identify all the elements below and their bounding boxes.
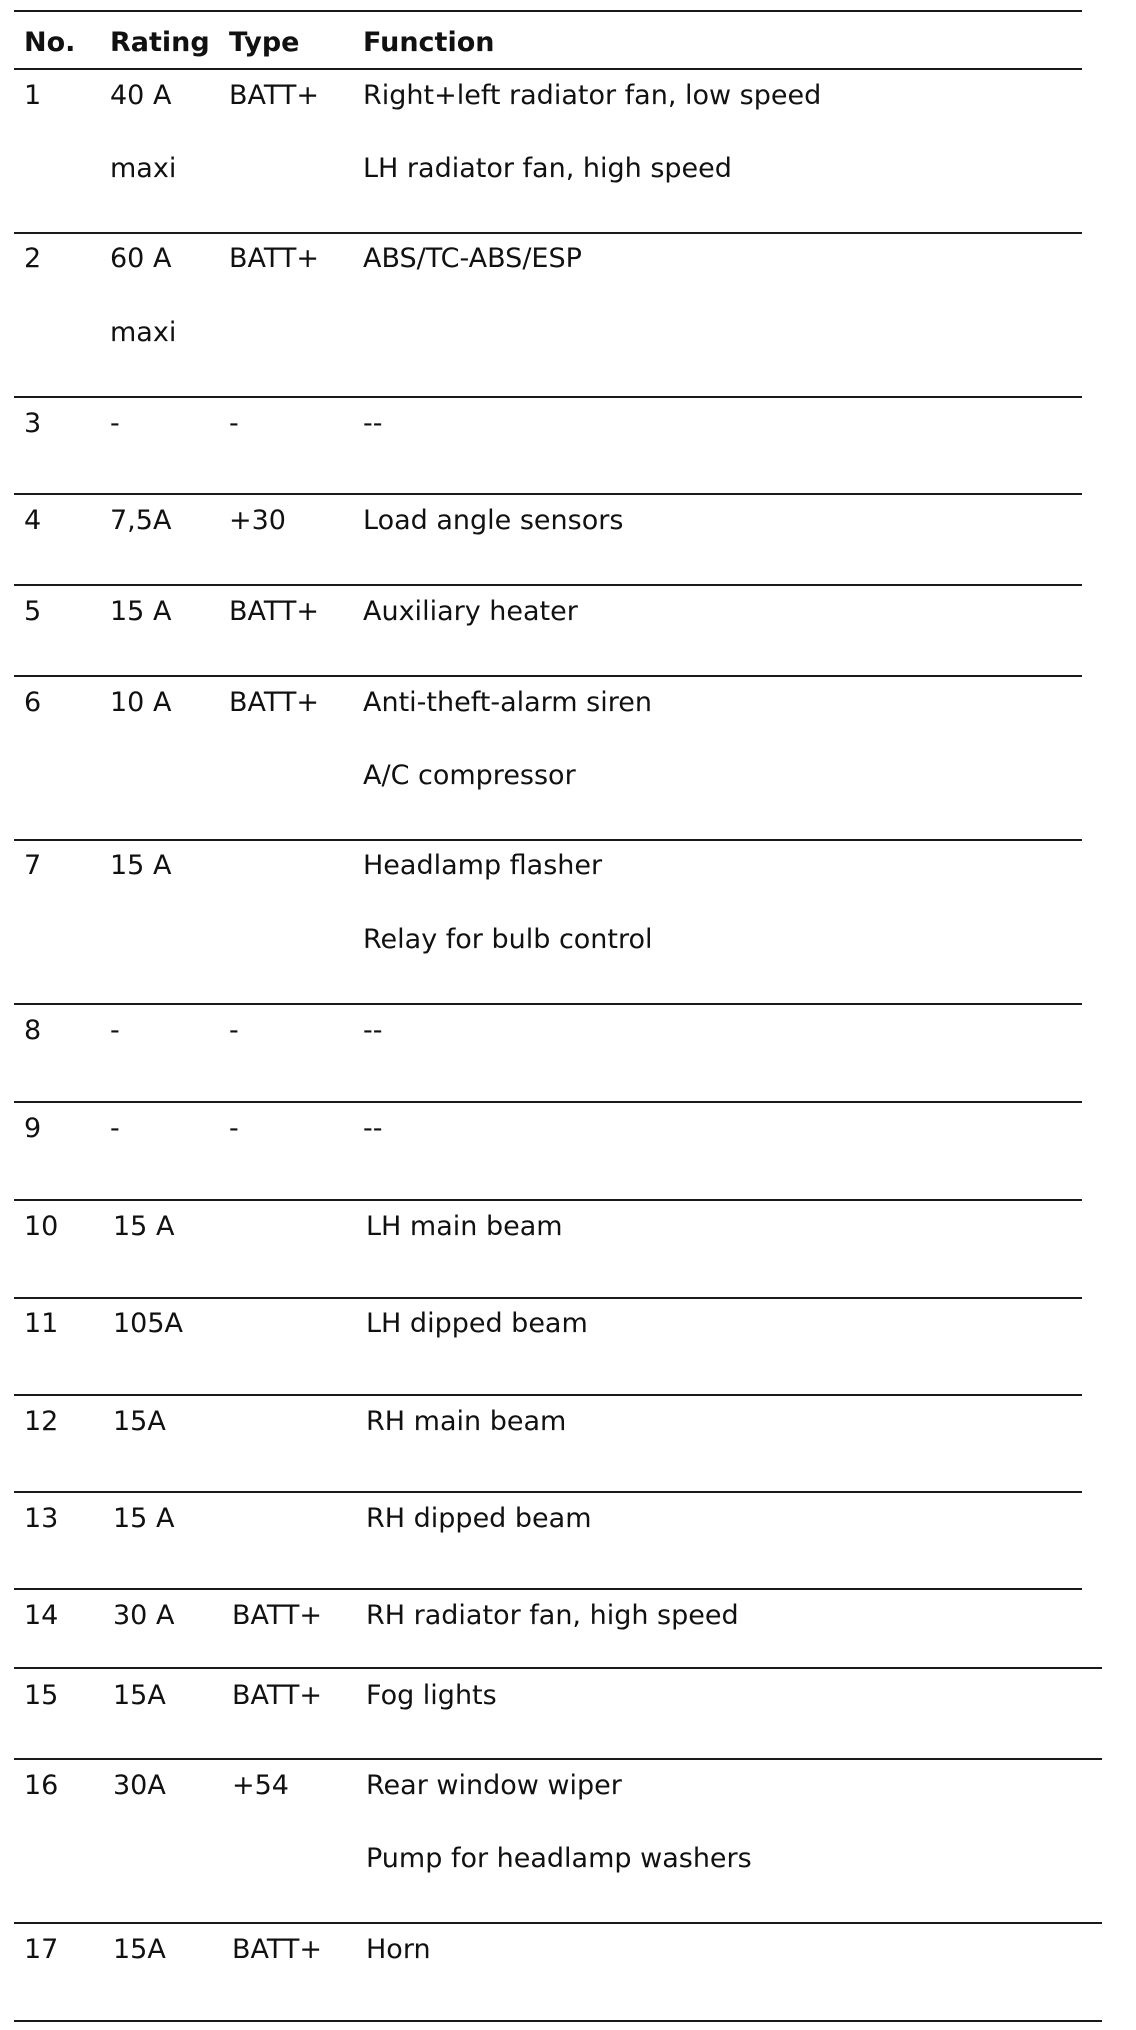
row-13-function: RH dipped beam	[366, 1503, 592, 1534]
row-1-rating-sub: maxi	[110, 153, 177, 184]
row-8-function: --	[363, 1015, 383, 1046]
row-12-rule	[14, 1491, 1082, 1493]
row-3-rating: -	[110, 408, 120, 439]
row-6-rating: 10 A	[110, 687, 172, 718]
row-11-function: LH dipped beam	[366, 1308, 588, 1339]
row-1-type: BATT+	[229, 80, 320, 111]
row-13-rule	[14, 1588, 1082, 1590]
row-3-function: --	[363, 408, 383, 439]
row-15-rule	[14, 1758, 1102, 1760]
row-14-no: 14	[24, 1600, 59, 1631]
row-8-type: -	[229, 1015, 239, 1046]
row-5-rule	[14, 675, 1082, 677]
row-14-rule	[14, 1667, 1102, 1669]
row-10-rating: 15 A	[113, 1211, 175, 1242]
row-2-type: BATT+	[229, 243, 320, 274]
header-rating: Rating	[110, 27, 210, 58]
row-11-rule	[14, 1394, 1082, 1396]
row-1-rule	[14, 232, 1082, 234]
row-6-rule	[14, 839, 1082, 841]
row-10-no: 10	[24, 1211, 59, 1242]
row-9-function: --	[363, 1113, 383, 1144]
row-9-rating: -	[110, 1113, 120, 1144]
row-14-rating: 30 A	[113, 1600, 175, 1631]
row-7-rule	[14, 1003, 1082, 1005]
row-2-rating-sub: maxi	[110, 317, 177, 348]
row-6-function: Anti-theft-alarm siren	[363, 687, 652, 718]
row-5-rating: 15 A	[110, 596, 172, 627]
row-7-function-2: Relay for bulb control	[363, 924, 653, 955]
row-6-function-2: A/C compressor	[363, 760, 576, 791]
header-rule	[14, 68, 1082, 70]
row-8-rating: -	[110, 1015, 120, 1046]
row-12-rating: 15A	[113, 1406, 166, 1437]
row-4-no: 4	[24, 505, 42, 536]
row-16-rule	[14, 1922, 1102, 1924]
row-1-function-2: LH radiator fan, high speed	[363, 153, 732, 184]
row-17-no: 17	[24, 1934, 59, 1965]
row-7-function: Headlamp flasher	[363, 850, 603, 881]
header-type: Type	[229, 27, 300, 58]
row-5-no: 5	[24, 596, 42, 627]
table-bottom-rule	[14, 2020, 1102, 2022]
row-15-no: 15	[24, 1680, 59, 1711]
row-16-function-2: Pump for headlamp washers	[366, 1843, 752, 1874]
row-9-type: -	[229, 1113, 239, 1144]
row-8-no: 8	[24, 1015, 42, 1046]
row-17-type: BATT+	[232, 1934, 323, 1965]
row-6-type: BATT+	[229, 687, 320, 718]
row-10-function: LH main beam	[366, 1211, 563, 1242]
row-7-no: 7	[24, 850, 42, 881]
header-function: Function	[363, 27, 495, 58]
row-10-rule	[14, 1297, 1082, 1299]
row-13-no: 13	[24, 1503, 59, 1534]
row-16-rating: 30A	[113, 1770, 166, 1801]
row-14-function: RH radiator fan, high speed	[366, 1600, 739, 1631]
row-16-no: 16	[24, 1770, 59, 1801]
row-14-type: BATT+	[232, 1600, 323, 1631]
row-3-rule	[14, 493, 1082, 495]
row-15-rating: 15A	[113, 1680, 166, 1711]
row-1-rating: 40 A	[110, 80, 172, 111]
row-15-type: BATT+	[232, 1680, 323, 1711]
row-9-no: 9	[24, 1113, 42, 1144]
row-3-no: 3	[24, 408, 42, 439]
row-12-function: RH main beam	[366, 1406, 567, 1437]
header-no: No.	[24, 27, 76, 58]
row-3-type: -	[229, 408, 239, 439]
row-17-rating: 15A	[113, 1934, 166, 1965]
row-11-no: 11	[24, 1308, 59, 1339]
row-5-type: BATT+	[229, 596, 320, 627]
row-16-function: Rear window wiper	[366, 1770, 622, 1801]
row-15-function: Fog lights	[366, 1680, 497, 1711]
row-13-rating: 15 A	[113, 1503, 175, 1534]
row-2-rule	[14, 396, 1082, 398]
row-11-rating: 105A	[113, 1308, 184, 1339]
row-4-rule	[14, 584, 1082, 586]
row-17-function: Horn	[366, 1934, 431, 1965]
row-4-function: Load angle sensors	[363, 505, 624, 536]
row-12-no: 12	[24, 1406, 59, 1437]
row-1-function: Right+left radiator fan, low speed	[363, 80, 822, 111]
row-5-function: Auxiliary heater	[363, 596, 578, 627]
row-7-rating: 15 A	[110, 850, 172, 881]
row-4-type: +30	[229, 505, 286, 536]
row-2-function: ABS/TC-ABS/ESP	[363, 243, 582, 274]
row-6-no: 6	[24, 687, 42, 718]
row-16-type: +54	[232, 1770, 289, 1801]
table-top-rule	[14, 10, 1082, 12]
row-2-no: 2	[24, 243, 42, 274]
row-4-rating: 7,5A	[110, 505, 172, 536]
row-8-rule	[14, 1101, 1082, 1103]
row-2-rating: 60 A	[110, 243, 172, 274]
row-9-rule	[14, 1199, 1082, 1201]
row-1-no: 1	[24, 80, 42, 111]
